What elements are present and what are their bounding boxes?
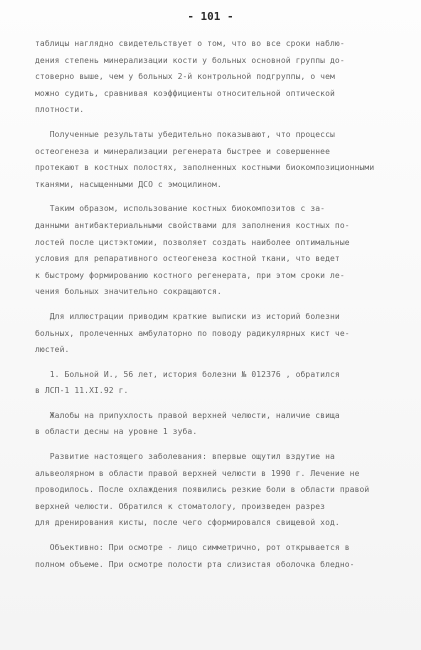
text-line: плотности. (35, 105, 85, 115)
text-line: дения степень минерализации кости у больных основной группы до- (35, 55, 345, 65)
text-line: Объективно: При осмотре - лицо симметрично, рот открывается в (35, 543, 350, 553)
paragraph (35, 449, 407, 532)
document-body (35, 36, 407, 573)
text-line: тканями, насыщенными ДСО с эмоцилином. (35, 179, 222, 189)
text-line: Таким образом, использование костных биокомпозитов с за- (35, 204, 326, 214)
paragraph-gap (35, 359, 407, 367)
paragraph-gap (35, 532, 407, 540)
text-line: люстей. (35, 345, 70, 355)
paragraph (35, 36, 407, 119)
text-line: 1. Больной И., 56 лет, история болезни № 012376 , обратился (35, 369, 340, 379)
text-line: Для иллюстрации приводим краткие выписки из историй болезни (35, 311, 340, 321)
paragraph (35, 367, 407, 400)
text-line: в ЛСП-1 11.XI.92 г. (35, 386, 129, 396)
paragraph-gap (35, 301, 407, 309)
paragraph-gap (35, 400, 407, 408)
text-line: верхней челюсти. Обратился к стоматологу, произведен разрез (35, 501, 326, 511)
text-line: Развитие настоящего заболевания: впервые ощутил вздутие на (35, 452, 335, 462)
text-line: к быстрому формированию костного регенерата, при этом сроки ле- (35, 270, 345, 280)
page-number: - 101 - (187, 10, 234, 23)
text-line: проводилось. После охлаждения появились резкие боли в области правой (35, 485, 370, 495)
text-line: можно судить, сравнивая коэффициенты относительной оптической (35, 88, 335, 98)
text-line: Полученные результаты убедительно показывают, что процессы (35, 129, 335, 139)
text-line: чения больных значительно сокращаются. (35, 287, 222, 297)
text-line: полном объеме. При осмотре полости рта слизистая оболочка бледно- (35, 559, 355, 569)
paragraph (35, 408, 407, 441)
paragraph (35, 127, 407, 193)
text-line: условия для репаративного остеогенеза костной ткани, что ведет (35, 254, 340, 264)
paragraph-gap (35, 119, 407, 127)
text-line: протекают в костных полостях, заполненных костными биокомпозиционными (35, 163, 375, 173)
text-line: остеогенеза и минерализации регенерата быстрее и совершеннее (35, 146, 330, 156)
text-line: в области десны на уровне 1 зуба. (35, 427, 198, 437)
paragraph-gap (35, 193, 407, 201)
paragraph (35, 201, 407, 301)
text-line: лостей после цистэктомии, позволяет создать наиболее оптимальные (35, 237, 350, 247)
text-line: стоверно выше, чем у больных 2-й контрольной подгруппы, о чем (35, 72, 335, 82)
paragraph-gap (35, 441, 407, 449)
text-line: Жалобы на припухлость правой верхней челюсти, наличие свища (35, 410, 340, 420)
paragraph (35, 309, 407, 359)
text-line: данными антибактериальными свойствами для заполнения костных по- (35, 220, 350, 230)
text-line: таблицы наглядно свидетельствует о том, что во все сроки наблю- (35, 39, 345, 48)
text-line: альвеолярном в области правой верхней челюсти в 1990 г. Лечение не (35, 468, 360, 478)
text-line: больных, пролеченных амбулаторно по поводу радикулярных кист че- (35, 328, 350, 338)
text-line: для дренирования кисты, после чего сформировался свищевой ход. (35, 518, 340, 528)
paragraph (35, 540, 407, 573)
